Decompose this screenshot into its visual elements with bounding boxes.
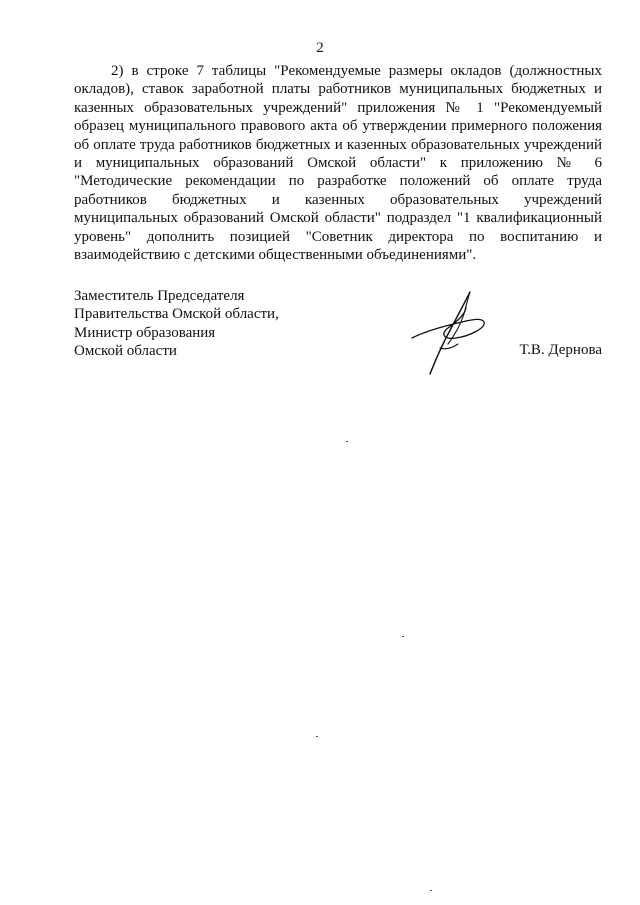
scan-speck	[430, 890, 432, 891]
signer-name: Т.В. Дернова	[519, 342, 602, 358]
signatory-title-line: Министр образования	[74, 324, 216, 341]
scan-speck	[402, 636, 404, 637]
scan-speck	[346, 441, 348, 442]
scan-speck	[316, 736, 318, 737]
signatory-title-line: Правительства Омской области,	[74, 306, 279, 323]
signatory-title-line: Заместитель Председателя	[74, 288, 245, 304]
handwritten-signature	[404, 288, 504, 376]
amendment-paragraph: 2) в строке 7 таблицы "Рекомендуемые размеры окладов (должностных окладов), ставок заработной платы работников муниципальных бюджетных и казенных образовательных учреждений" приложения № 1 "Рекомендуемый образец муниципального правового акта об утверждении примерного положения об оплате труда работников бюджетных и казенных образовательных учреждений и муниципальных образований Омской области" к приложению № 6 "Методические рекомендации по разработке положений об оплате труда работников бюджетных и казенных образовательных учреждений муниципальных образований Омской области" подраздел "1 квалификационный уровень" дополнить позицией "Советник директора по воспитанию и взаимодействию с детскими общественными объединениями".	[74, 63, 602, 264]
page-number: 2	[316, 40, 324, 56]
signatory-title-line: Омской области	[74, 343, 177, 360]
